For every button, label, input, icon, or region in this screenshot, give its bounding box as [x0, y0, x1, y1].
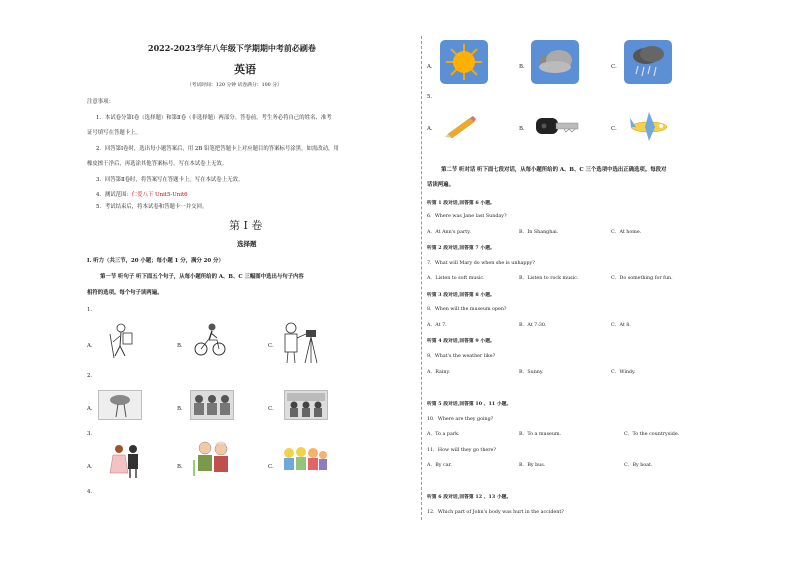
part2-instructions-cont: 话读两遍。	[427, 182, 454, 188]
notes-heading: 注意事项：	[87, 99, 114, 105]
test-scope: 仁爱八下 Unit5-Unit6	[131, 192, 188, 198]
option-a: A．	[87, 464, 97, 470]
note-line: 3．回答第Ⅱ卷时，将答案写在答题卡上。写在本试卷上无效。	[96, 177, 244, 183]
classroom-picture	[190, 390, 234, 420]
cyclist-picture	[193, 322, 227, 358]
volume-title: 第 I 卷	[229, 219, 263, 232]
question-10: 10．Where are they going?	[427, 417, 494, 422]
q9-option-b: B．Sunny.	[519, 370, 544, 375]
dialogue-heading: 听第 2 段对话,回答第 7 小题。	[427, 245, 495, 251]
meeting-picture	[284, 390, 328, 420]
q10-option-b: B．To a museum.	[519, 432, 562, 437]
photographer-picture	[280, 320, 324, 364]
q6-option-b: B．In Shanghai.	[519, 230, 559, 235]
option-a: A．	[427, 64, 437, 70]
question-number: 4．	[87, 489, 96, 495]
q6-option-a: A．At Ann's party.	[427, 230, 471, 235]
option-b: B．	[177, 464, 187, 470]
q8-option-a: A．At 7.	[427, 323, 447, 328]
question-6: 6．Where was Jane last Sunday?	[427, 214, 507, 219]
option-c: C．	[268, 464, 278, 470]
note-line: 4．测试范围：仁爱八下 Unit5-Unit6	[96, 192, 188, 198]
option-b: B．	[519, 126, 529, 132]
subject-title: 英语	[234, 63, 256, 76]
exam-info: （考试时间：120 分钟 试卷满分：100 分）	[187, 83, 282, 88]
part2-instructions: 第二节 听对话 听下面七段对话，从每小题所给的 A、B、C 三个选项中选出正确选项。每段对	[441, 167, 667, 173]
q11-option-c: C．By boat.	[624, 463, 653, 468]
q9-option-a: A．Rainy.	[427, 370, 451, 375]
option-b: B．	[177, 406, 187, 412]
q7-option-a: A．Listen to soft music.	[427, 276, 485, 281]
column-divider	[421, 36, 422, 520]
sunny-picture	[440, 40, 488, 84]
question-number: 5．	[427, 94, 436, 100]
exam-title: 2022-2023学年八年级下学期期中考前必刷卷	[148, 43, 316, 53]
rainy-picture	[624, 40, 672, 84]
q7-option-c: C．Do something for fun.	[611, 276, 673, 281]
question-8: 8．When will the museum open?	[427, 307, 507, 312]
question-12: 12．Which part of John's body was hurt in the accident?	[427, 510, 564, 515]
option-a: A．	[87, 406, 97, 412]
q10-option-a: A．To a park.	[427, 432, 460, 437]
option-b: B．	[519, 64, 529, 70]
dialogue-heading: 听第 3 段对话,回答第 8 小题。	[427, 292, 495, 298]
note-line: 证号填写在答题卡上。	[87, 130, 141, 136]
q8-option-b: B．At 7:30.	[519, 323, 547, 328]
option-c: C．	[611, 64, 621, 70]
part-title: I. 听力（共三节，20 小题；每小题 1 分，满分 20 分）	[87, 258, 224, 264]
airplane-picture	[627, 110, 671, 144]
q9-option-c: C．Windy.	[611, 370, 636, 375]
elderly-couple-picture	[190, 440, 234, 478]
question-number: 1．	[87, 307, 96, 313]
question-11: 11．How will they go there?	[427, 448, 496, 453]
car-key-picture	[534, 112, 584, 142]
option-a: A．	[87, 343, 97, 349]
storm-picture	[98, 390, 142, 420]
note-line: 1．本试卷分第Ⅰ卷（选择题）和第Ⅱ卷（非选择题）两部分。答卷前，考生务必将自己的姓名、准考	[96, 115, 332, 121]
question-number: 2．	[87, 373, 96, 379]
note-line: 橡皮擦干净后，再选涂其他答案标号。写在本试卷上无效。	[87, 161, 228, 167]
q8-option-c: C．At 8.	[611, 323, 631, 328]
option-c: C．	[268, 406, 278, 412]
q6-option-c: C．At home.	[611, 230, 642, 235]
note-line: 2．回答第Ⅰ卷时，选出每小题答案后，用 2B 铅笔把答题卡上对应题目的答案标号涂黑。如需改动，用	[96, 146, 339, 152]
hiker-picture	[106, 322, 140, 360]
option-c: C．	[268, 343, 278, 349]
note-line: 5．考试结束后，将本试卷和答题卡一并交回。	[96, 204, 208, 210]
couple-picture	[108, 443, 144, 479]
cloudy-picture	[531, 40, 579, 84]
dialogue-heading: 听第 5 段对话,回答第 10 、11 小题。	[427, 401, 512, 407]
option-a: A．	[427, 126, 437, 132]
part1-instructions-cont: 相符的选项。每个句子读两遍。	[87, 290, 163, 296]
q10-option-c: C．To the countryside.	[624, 432, 680, 437]
dialogue-heading: 听第 6 段对话,回答第 12 、13 小题。	[427, 494, 512, 500]
section-type: 选择题	[237, 240, 257, 248]
question-number: 3．	[87, 431, 96, 437]
dialogue-heading: 听第 1 段对话,回答第 6 小题。	[427, 200, 495, 206]
option-b: B．	[177, 343, 187, 349]
option-c: C．	[611, 126, 621, 132]
dialogue-heading: 听第 4 段对话,回答第 9 小题。	[427, 338, 495, 344]
question-7: 7．What will Mary do when she is unhappy?	[427, 261, 535, 266]
children-picture	[282, 446, 328, 476]
part1-instructions: 第一节 听句子 听下面五个句子，从每小题所给的 A、B、C 三幅图中选出与句子内容	[100, 274, 304, 280]
pencil-picture	[444, 114, 478, 138]
q7-option-b: B．Listen to rock music.	[519, 276, 579, 281]
question-9: 9．What's the weather like?	[427, 354, 496, 359]
q11-option-a: A．By car.	[427, 463, 452, 468]
q11-option-b: B．By bus.	[519, 463, 546, 468]
